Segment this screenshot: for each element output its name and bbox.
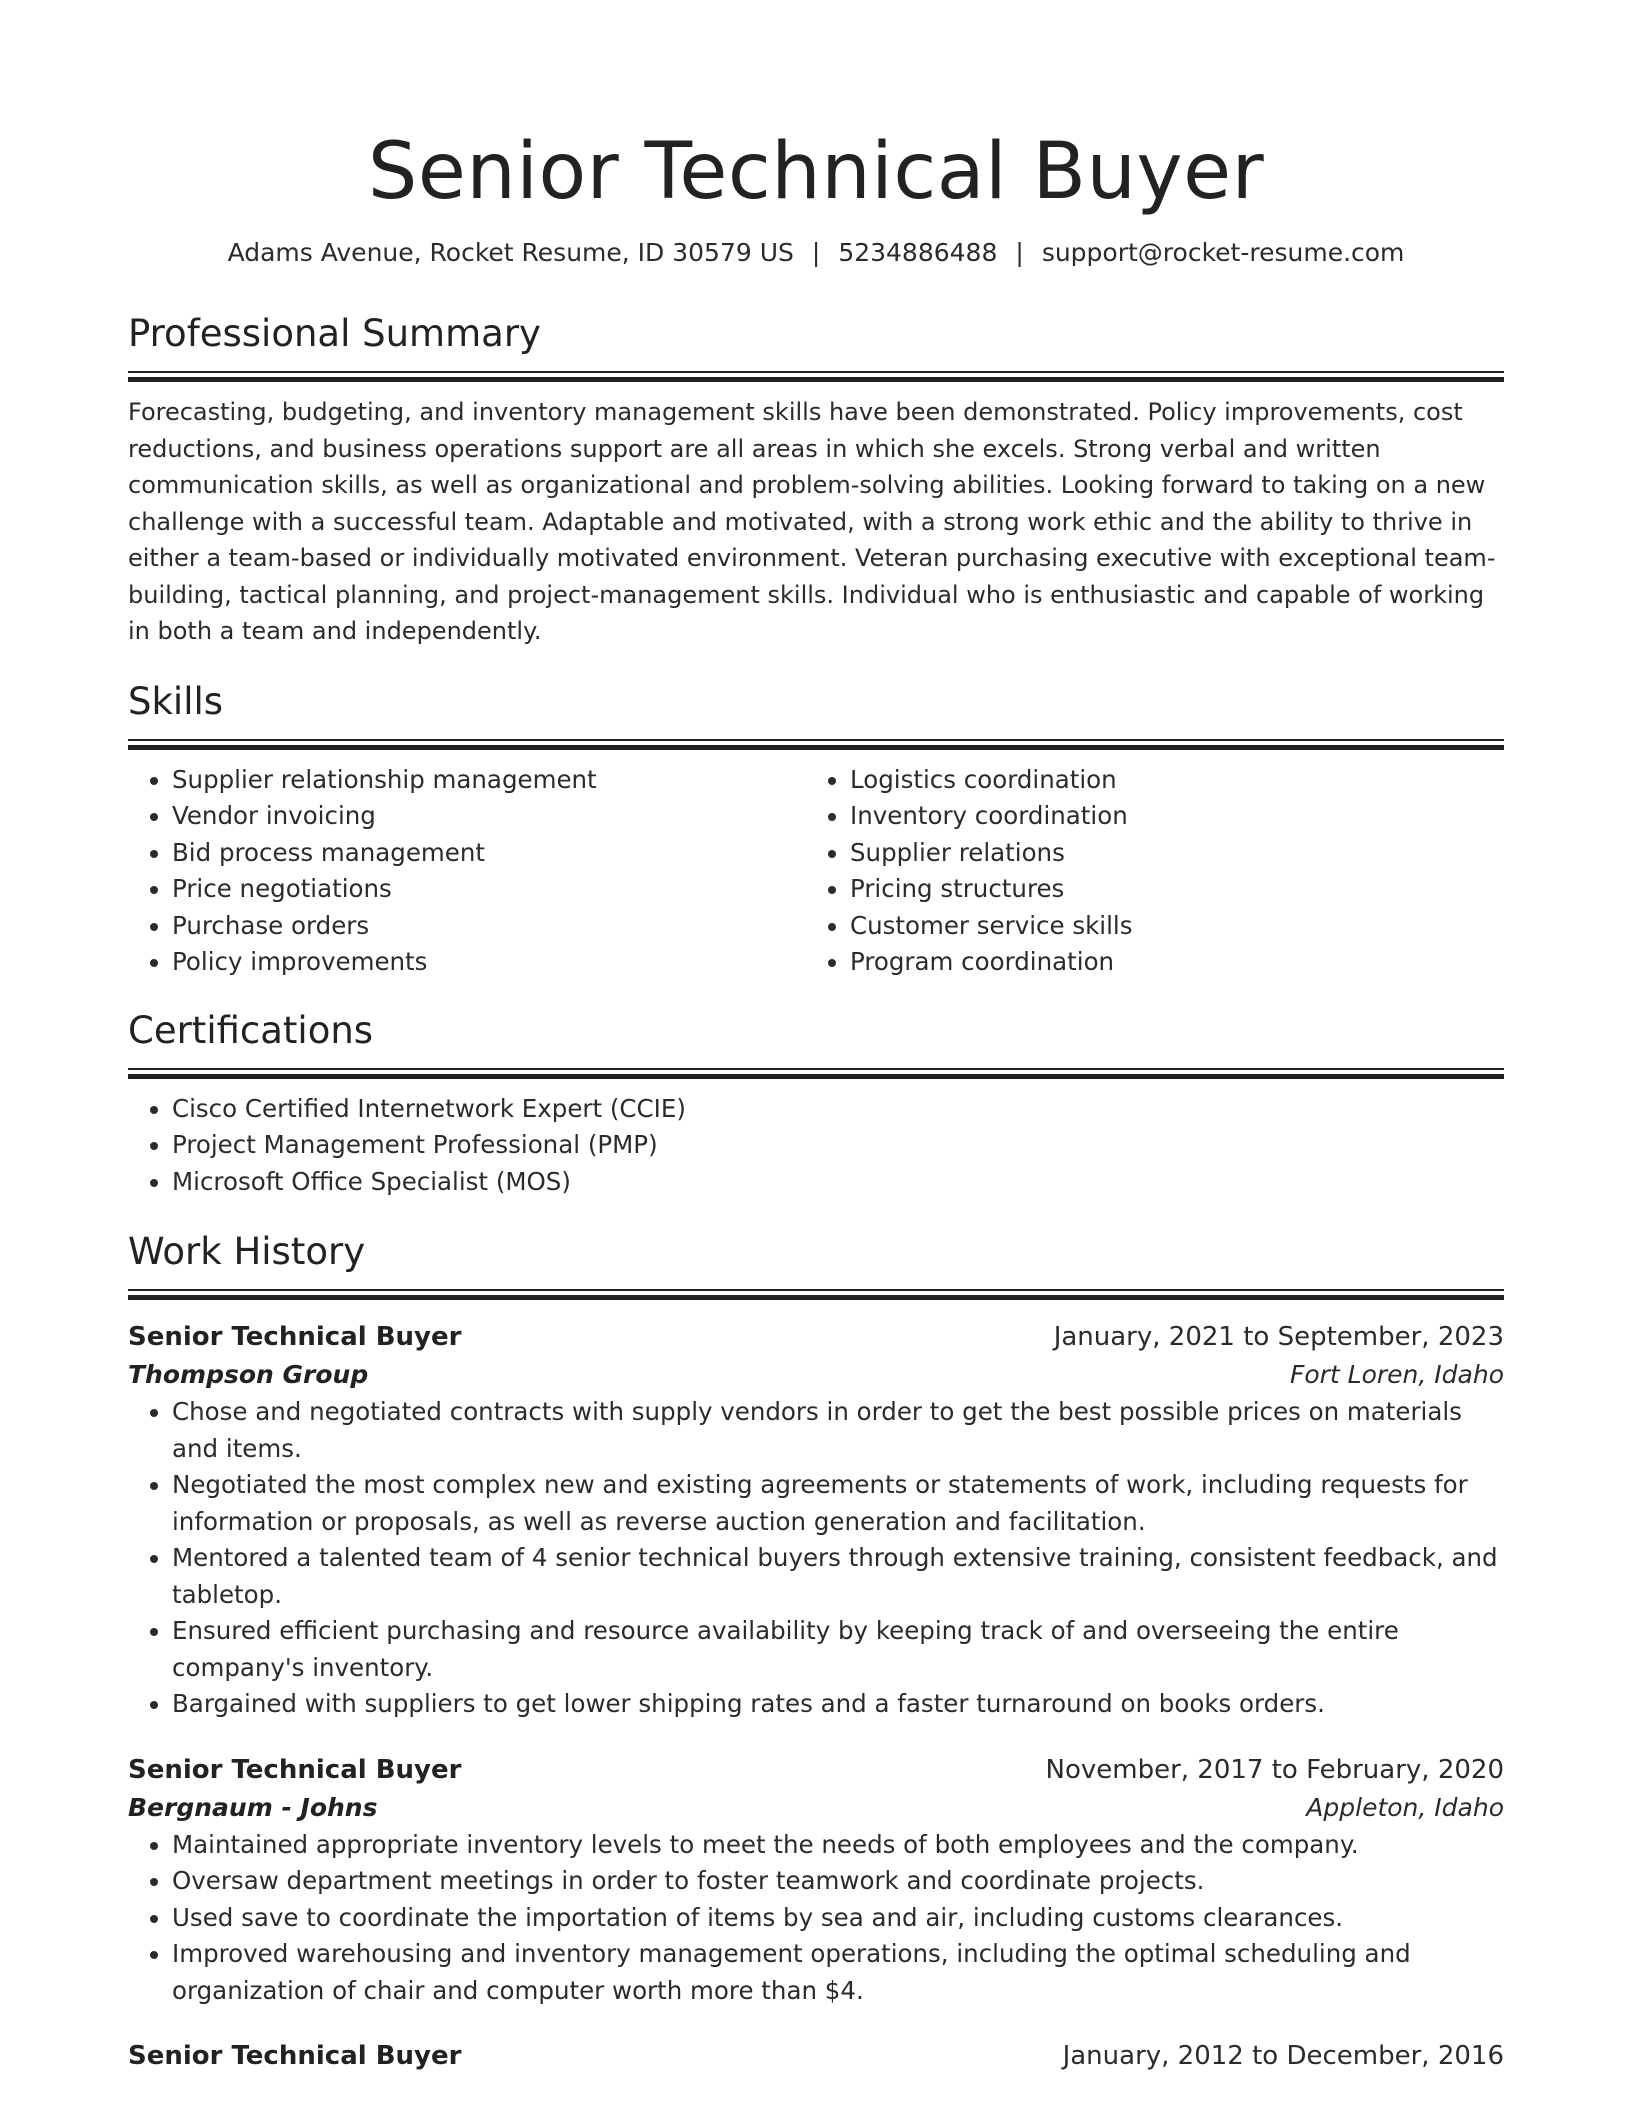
section-divider <box>128 371 1504 382</box>
skill-item: • Price negotiations <box>172 871 806 908</box>
skill-item: • Pricing structures <box>850 871 1484 908</box>
job-company: Bergnaum - Johns <box>128 1792 378 1822</box>
section-divider <box>128 1068 1504 1079</box>
contact-separator: | <box>1015 238 1024 267</box>
job-bullet-list <box>128 1827 1504 2010</box>
job-bullet: • Used save to coordinate the importation of items by sea and air, including customs clearances. <box>172 1900 1504 1937</box>
job-bullet: • Improved warehousing and inventory management operations, including the optimal scheduling and organization of chair and computer worth more than $4. <box>172 1936 1504 2009</box>
job-bullet: • Chose and negotiated contracts with supply vendors in order to get the best possible prices on materials and items. <box>172 1394 1504 1467</box>
resume-page <box>128 0 1504 2075</box>
skill-item: • Logistics coordination <box>850 762 1484 799</box>
contact-line <box>128 236 1504 270</box>
skill-item: • Supplier relations <box>850 835 1484 872</box>
job-entry <box>128 1318 1504 1723</box>
summary-text: Forecasting, budgeting, and inventory management skills have been demonstrated. Policy improvements, cost reductions, and business operations support are all areas in which she excels. Strong verbal and written communication skills, as well as organizational and problem-solving abilities. Looking forward to taking on a new challenge with a successful team. Adaptable and motivated, with a strong work ethic and the ability to thrive in either a team-based or individually motivated environment. Veteran purchasing executive with exceptional team-building, tactical planning, and project-management skills. Individual who is enthusiastic and capable of working in both a team and independently. <box>128 398 1496 645</box>
job-bullet: • Oversaw department meetings in order to foster teamwork and coordinate projects. <box>172 1863 1504 1900</box>
skill-item: • Vendor invoicing <box>172 798 806 835</box>
section-title-certifications: Certifications <box>128 1008 374 1052</box>
contact-email: support@rocket-resume.com <box>1041 238 1405 267</box>
skills-grid <box>128 762 1504 981</box>
contact-address: Adams Avenue, Rocket Resume, ID 30579 US <box>227 238 794 267</box>
certifications-section <box>128 1007 1504 1201</box>
certification-item: • Project Management Professional (PMP) <box>172 1127 1504 1164</box>
job-bullet: • Mentored a talented team of 4 senior technical buyers through extensive training, consistent feedback, and tabletop. <box>172 1540 1504 1613</box>
summary-section <box>128 310 1504 650</box>
job-location: Appleton, Idaho <box>1306 1792 1504 1822</box>
resume-name: Senior Technical Buyer <box>367 127 1265 217</box>
job-location: Fort Loren, Idaho <box>1289 1360 1504 1389</box>
certification-item: • Cisco Certified Internetwork Expert (CCIE) <box>172 1091 1504 1128</box>
skills-section <box>128 678 1504 981</box>
job-dates: November, 2017 to February, 2020 <box>1045 1754 1504 1785</box>
job-title: Senior Technical Buyer <box>128 2041 462 2071</box>
skill-item: • Program coordination <box>850 944 1484 981</box>
skill-item: • Customer service skills <box>850 908 1484 945</box>
certification-list <box>128 1091 1504 1201</box>
job-title: Senior Technical Buyer <box>128 1322 462 1352</box>
job-dates: January, 2012 to December, 2016 <box>1062 2041 1504 2071</box>
skill-item: • Bid process management <box>172 835 806 872</box>
contact-separator: | <box>811 238 821 267</box>
skill-item: • Policy improvements <box>172 944 806 981</box>
certification-item: • Microsoft Office Specialist (MOS) <box>172 1164 1504 1201</box>
skills-column-right <box>806 762 1484 981</box>
section-title-summary: Professional Summary <box>128 312 541 355</box>
skill-item: • Supplier relationship management <box>172 762 806 799</box>
skill-item: • Inventory coordination <box>850 798 1484 835</box>
contact-phone: 5234886488 <box>838 238 998 267</box>
section-divider <box>128 1289 1504 1300</box>
section-title-skills: Skills <box>128 679 224 723</box>
job-bullet: • Bargained with suppliers to get lower shipping rates and a faster turnaround on books orders. <box>172 1686 1504 1723</box>
skill-item: • Purchase orders <box>172 908 806 945</box>
job-entry <box>128 2037 1504 2075</box>
job-bullet: • Ensured efficient purchasing and resource availability by keeping track of and overseeing the entire company's inventory. <box>172 1613 1504 1686</box>
job-title: Senior Technical Buyer <box>128 1754 462 1785</box>
job-bullet-list <box>128 1394 1504 1723</box>
job-entry <box>128 1751 1504 2010</box>
work-history-section <box>128 1228 1504 2075</box>
section-divider <box>128 739 1504 750</box>
job-bullet: • Negotiated the most complex new and existing agreements or statements of work, including requests for information or proposals, as well as reverse auction generation and facilitation. <box>172 1467 1504 1540</box>
job-dates: January, 2021 to September, 2023 <box>1053 1322 1504 1352</box>
section-title-work-history: Work History <box>128 1230 366 1273</box>
skills-column-left <box>128 762 806 981</box>
job-bullet: • Maintained appropriate inventory levels to meet the needs of both employees and the company. <box>172 1827 1504 1864</box>
job-company: Thompson Group <box>128 1360 369 1389</box>
